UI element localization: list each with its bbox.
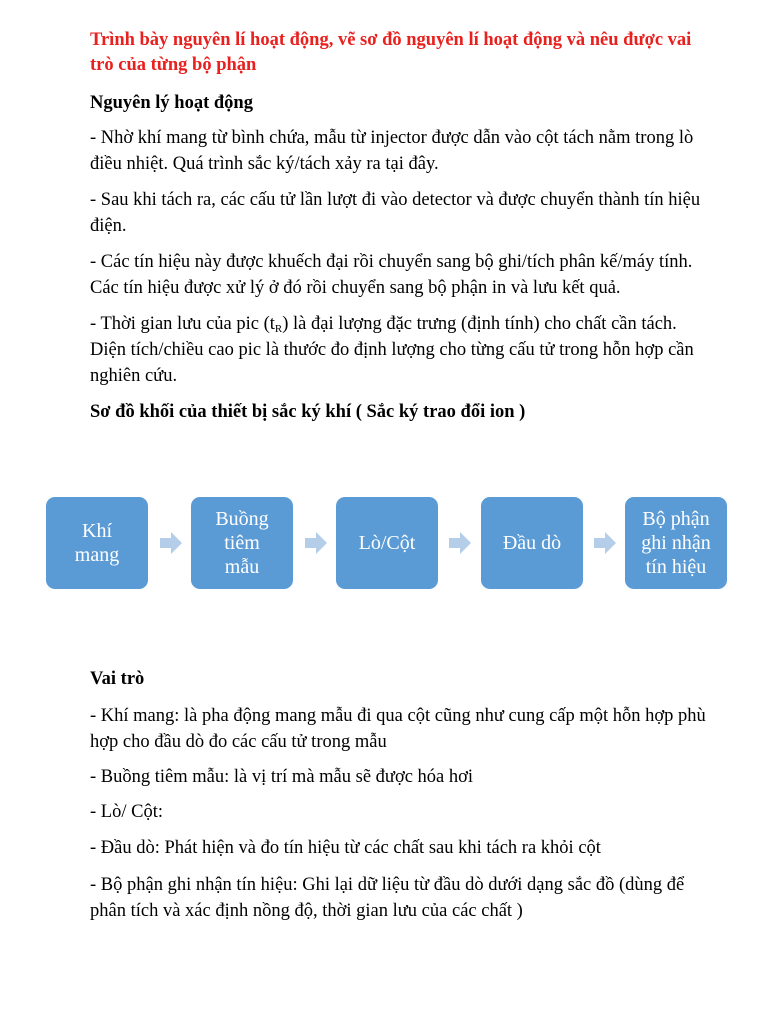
role-carrier-gas: - Khí mang: là pha động mang mẫu đi qua cột cũng như cung cấp một hỗn hợp phù hợp cho đầu dò đo các cấu tử trong mẫu — [90, 706, 706, 752]
right-arrow-icon — [160, 532, 182, 554]
p4-text-after: ) là đại lượng đặc trưng (định tính) cho chất cần tách. Diện tích/chiều cao pic là thước đo định lượng cho từng cấu tử trong hỗn hợp cần nghiên cứu. — [90, 314, 694, 386]
page-title: Trình bày nguyên lí hoạt động, vẽ sơ đồ nguyên lí hoạt động và nêu được vai trò của từng bộ phận — [90, 30, 692, 75]
principle-paragraph-4 — [90, 311, 710, 389]
diagram-box-signal-recorder: Bộ phận ghi nhận tín hiệu — [625, 497, 727, 589]
role-injection-chamber: - Buồng tiêm mẫu: là vị trí mà mẫu sẽ được hóa hơi — [90, 767, 474, 787]
right-arrow-icon — [305, 532, 327, 554]
diagram-box-carrier-gas: Khí mang — [46, 497, 148, 589]
role-oven-column: - Lò/ Cột: — [90, 802, 163, 822]
principle-paragraph-3: - Các tín hiệu này được khuếch đại rồi chuyển sang bộ ghi/tích phân kế/máy tính. Các tín hiệu được xử lý ở đó rồi chuyển sang bộ phận in và lưu kết quả. — [90, 252, 693, 298]
role-signal-recorder: - Bộ phận ghi nhận tín hiệu: Ghi lại dữ liệu từ đầu dò dưới dạng sắc đồ (dùng để phân tích và xác định nồng độ, thời gian lưu của các chất ) — [90, 875, 685, 921]
diagram-box-detector: Đầu dò — [481, 497, 583, 589]
principle-paragraph-1: - Nhờ khí mang từ bình chứa, mẫu từ injector được dẫn vào cột tách nằm trong lò điều nhiệt. Quá trình sắc ký/tách xảy ra tại đây. — [90, 128, 694, 174]
diagram-heading: Sơ đồ khối của thiết bị sắc ký khí ( Sắc ký trao đổi ion ) — [90, 402, 526, 422]
principle-heading: Nguyên lý hoạt động — [90, 93, 253, 113]
p4-text-before: - Thời gian lưu của pic (t — [90, 314, 275, 334]
role-detector: - Đầu dò: Phát hiện và đo tín hiệu từ các chất sau khi tách ra khỏi cột — [90, 838, 601, 858]
right-arrow-icon — [449, 532, 471, 554]
diagram-box-injection-chamber: Buồng tiêm mẫu — [191, 497, 293, 589]
p4-subscript: R — [274, 323, 283, 335]
diagram-box-oven-column: Lò/Cột — [336, 497, 438, 589]
right-arrow-icon — [594, 532, 616, 554]
principle-paragraph-2: - Sau khi tách ra, các cấu tử lần lượt đi vào detector và được chuyển thành tín hiệu điện. — [90, 190, 701, 236]
roles-heading: Vai trò — [90, 669, 145, 689]
